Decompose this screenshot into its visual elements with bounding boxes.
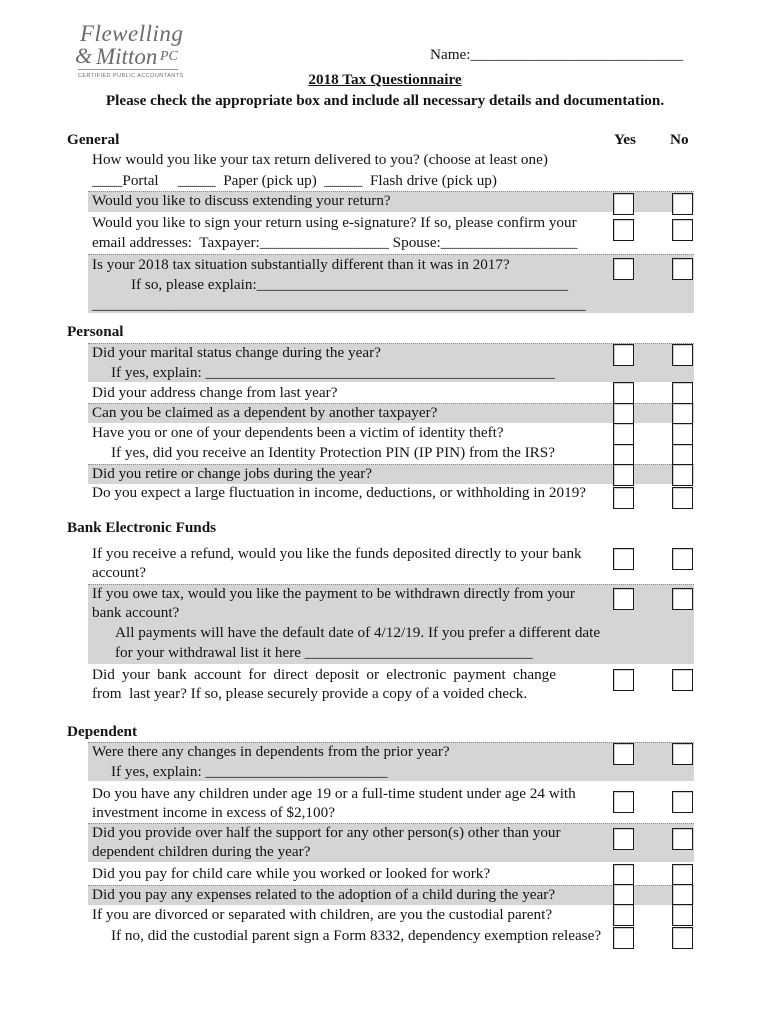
custodial-parent-no-checkbox[interactable]: [672, 904, 693, 926]
ip-pin-yes-checkbox[interactable]: [613, 444, 634, 466]
address-change-yes-checkbox[interactable]: [613, 382, 634, 404]
support-others-no-checkbox[interactable]: [672, 828, 693, 850]
question-text: Did you provide over half the support for any other person(s) other than your: [92, 824, 561, 841]
logo-name-bottom: Mitton: [96, 44, 158, 69]
explain-field[interactable]: If so, please explain:_________________________________________: [131, 276, 569, 293]
section-heading-personal: Personal: [67, 323, 124, 340]
identity-theft-no-checkbox[interactable]: [672, 423, 693, 445]
address-change-no-checkbox[interactable]: [672, 382, 693, 404]
logo-name-top: Flewelling: [80, 21, 184, 46]
direct-withdrawal-no-checkbox[interactable]: [672, 588, 693, 610]
form-subtitle: Please check the appropriate box and include all necessary details and documentation.: [105, 92, 665, 109]
claimed-dependent-no-checkbox[interactable]: [672, 403, 693, 425]
explain-field[interactable]: If yes, explain: ______________________________________________: [111, 364, 555, 381]
section-heading-bank-electronic-funds: Bank Electronic Funds: [67, 519, 217, 536]
question-text: If you are divorced or separated with children, are you the custodial parent?: [92, 906, 553, 923]
question-text: Would you like to sign your return using e-signature? If so, please confirm your: [92, 214, 577, 231]
question-text: bank account?: [92, 604, 180, 621]
adoption-expenses-yes-checkbox[interactable]: [613, 884, 634, 906]
withdrawal-date-field[interactable]: for your withdrawal list it here ______________________________: [115, 644, 533, 661]
no-column-header: No: [670, 131, 689, 148]
logo-ampersand: &: [75, 43, 93, 68]
child-care-yes-checkbox[interactable]: [613, 864, 634, 886]
question-text: Did you pay any expenses related to the adoption of a child during the year?: [92, 886, 556, 903]
retire-change-jobs-no-checkbox[interactable]: [672, 464, 693, 486]
question-text: Do you have any children under age 19 or a full-time student under age 24 with: [92, 785, 576, 802]
identity-theft-yes-checkbox[interactable]: [613, 423, 634, 445]
question-text: Were there any changes in dependents from the prior year?: [92, 743, 450, 760]
question-text: Is your 2018 tax situation substantially different than it was in 2017?: [92, 256, 510, 273]
question-text: Would you like to discuss extending your return?: [92, 192, 391, 209]
question-text: If no, did the custodial parent sign a Form 8332, dependency exemption release?: [111, 927, 602, 944]
dependents-change-yes-checkbox[interactable]: [613, 743, 634, 765]
e-signature-no-checkbox[interactable]: [672, 219, 693, 241]
question-text: Can you be claimed as a dependent by another taxpayer?: [92, 404, 438, 421]
situation-different-no-checkbox[interactable]: [672, 258, 693, 280]
support-others-yes-checkbox[interactable]: [613, 828, 634, 850]
child-care-no-checkbox[interactable]: [672, 864, 693, 886]
delivery-options[interactable]: ____Portal _____ Paper (pick up) _____ Flash drive (pick up): [92, 172, 497, 189]
situation-different-yes-checkbox[interactable]: [613, 258, 634, 280]
section-heading-general: General: [67, 131, 120, 148]
question-text: If you receive a refund, would you like the funds deposited directly to your bank: [92, 545, 582, 562]
question-text: Did your address change from last year?: [92, 384, 338, 401]
direct-deposit-yes-checkbox[interactable]: [613, 548, 634, 570]
question-text: from last year? If so, please securely provide a copy of a voided check.: [92, 685, 528, 702]
direct-deposit-no-checkbox[interactable]: [672, 548, 693, 570]
question-text: Did your bank account for direct deposit or electronic payment change: [92, 666, 556, 683]
children-investment-income-no-checkbox[interactable]: [672, 791, 693, 813]
children-investment-income-yes-checkbox[interactable]: [613, 791, 634, 813]
name-field[interactable]: Name:____________________________: [430, 46, 684, 63]
income-fluctuation-yes-checkbox[interactable]: [613, 487, 634, 509]
question-text: investment income in excess of $2,100?: [92, 804, 335, 821]
question-text: Did you retire or change jobs during the year?: [92, 465, 373, 482]
ip-pin-no-checkbox[interactable]: [672, 444, 693, 466]
income-fluctuation-no-checkbox[interactable]: [672, 487, 693, 509]
form-title: 2018 Tax Questionnaire: [308, 71, 462, 88]
question-text: Have you or one of your dependents been a victim of identity theft?: [92, 424, 504, 441]
bank-account-change-yes-checkbox[interactable]: [613, 669, 634, 691]
question-text: Did you pay for child care while you worked or looked for work?: [92, 865, 491, 882]
dependents-change-no-checkbox[interactable]: [672, 743, 693, 765]
claimed-dependent-yes-checkbox[interactable]: [613, 403, 634, 425]
retire-change-jobs-yes-checkbox[interactable]: [613, 464, 634, 486]
yes-column-header: Yes: [614, 131, 636, 148]
custodial-parent-yes-checkbox[interactable]: [613, 904, 634, 926]
e-signature-yes-checkbox[interactable]: [613, 219, 634, 241]
explain-field[interactable]: If yes, explain: ________________________: [111, 763, 388, 780]
direct-withdrawal-yes-checkbox[interactable]: [613, 588, 634, 610]
adoption-expenses-no-checkbox[interactable]: [672, 884, 693, 906]
question-text: How would you like your tax return delivered to you? (choose at least one): [92, 151, 548, 168]
logo-tagline: CERTIFIED PUBLIC ACCOUNTANTS: [78, 73, 184, 79]
marital-status-yes-checkbox[interactable]: [613, 344, 634, 366]
section-heading-dependent: Dependent: [67, 723, 138, 740]
question-text: If yes, did you receive an Identity Protection PIN (IP PIN) from the IRS?: [111, 444, 555, 461]
question-text: If you owe tax, would you like the payment to be withdrawn directly from your: [92, 585, 575, 602]
email-addresses-field[interactable]: email addresses: Taxpayer:_________________ Spouse:__________________: [92, 234, 578, 251]
discuss-extension-no-checkbox[interactable]: [672, 193, 693, 215]
logo-suffix: , PC: [153, 49, 178, 64]
question-text: Do you expect a large fluctuation in income, deductions, or withholding in 2019?: [92, 484, 587, 501]
question-text: dependent children during the year?: [92, 843, 311, 860]
discuss-extension-yes-checkbox[interactable]: [613, 193, 634, 215]
question-text: account?: [92, 564, 146, 581]
form-8332-no-checkbox[interactable]: [672, 927, 693, 949]
bank-account-change-no-checkbox[interactable]: [672, 669, 693, 691]
form-8332-yes-checkbox[interactable]: [613, 927, 634, 949]
withdrawal-note: All payments will have the default date of 4/12/19. If you prefer a different date: [115, 624, 601, 641]
explain-field-continued[interactable]: _________________________________________________________________: [92, 296, 586, 313]
marital-status-no-checkbox[interactable]: [672, 344, 693, 366]
question-text: Did your marital status change during the year?: [92, 344, 381, 361]
